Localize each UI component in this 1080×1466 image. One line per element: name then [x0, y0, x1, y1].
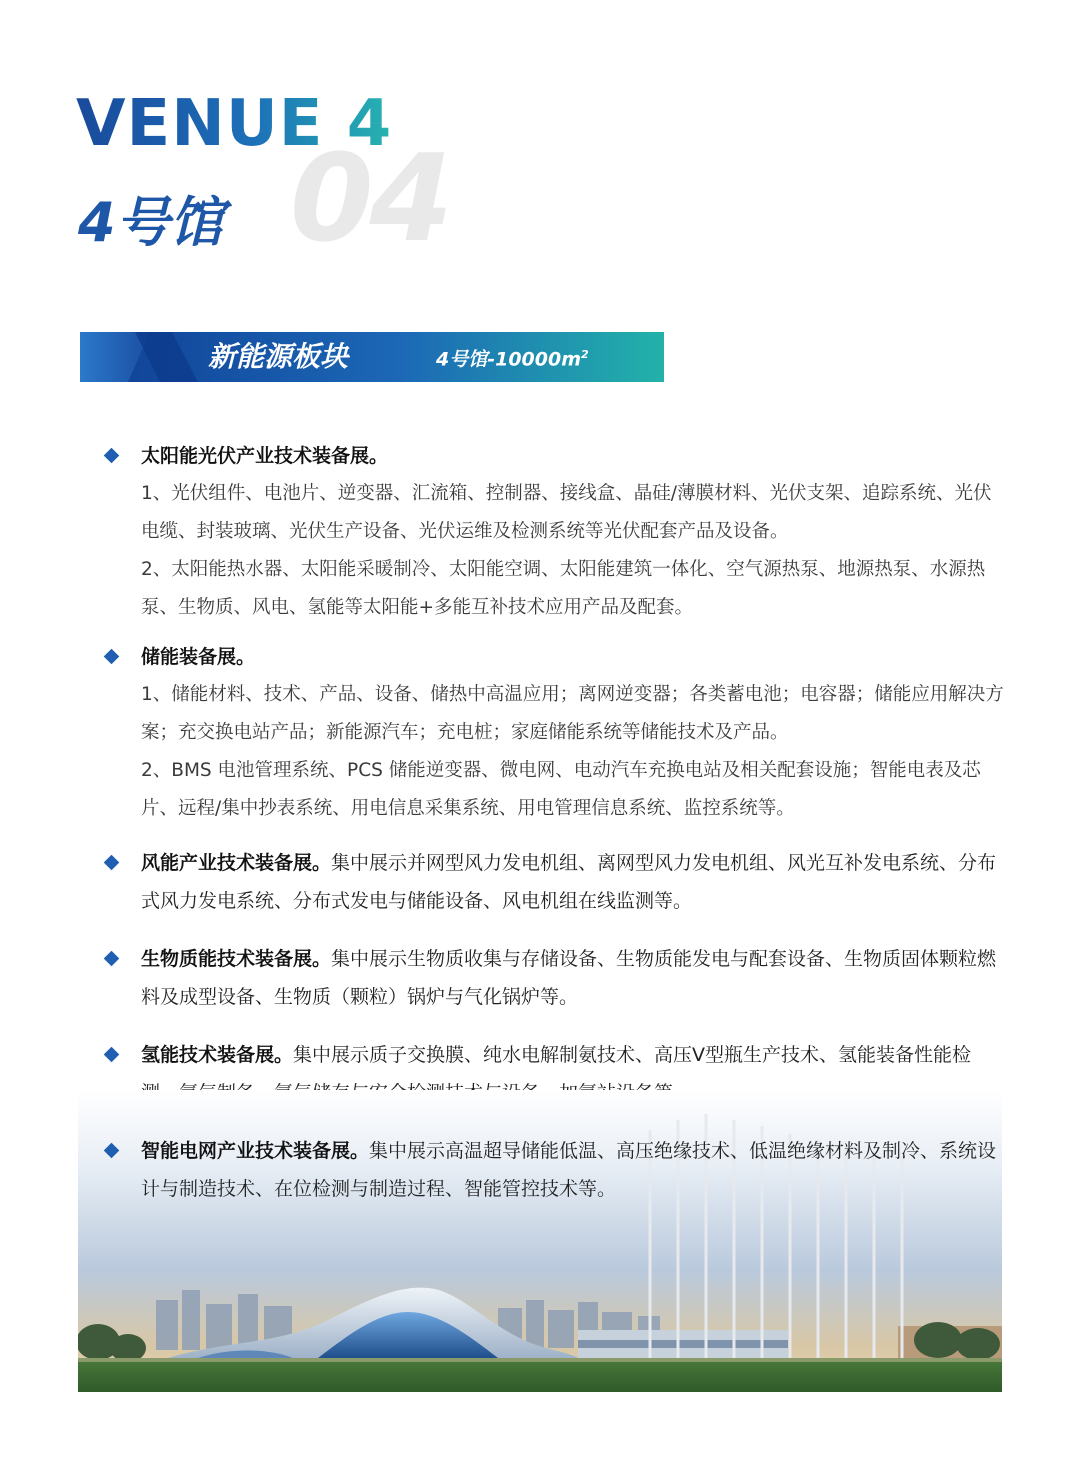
section-heading: 氢能技术装备展。集中展示质子交换膜、纯水电解制氨技术、高压V型瓶生产技术、氢能装备性能检 [141, 1044, 972, 1066]
section-heading: 风能产业技术装备展。集中展示并网型风力发电机组、离网型风力发电机组、风光互补发电系统、分布式风力发电系统、分布式发电与储能设备、风电机组在线监测等。 [141, 852, 997, 912]
banner-area: 4号馆$-10000m^2$ [436, 348, 589, 371]
section-item: 2、太阳能热水器、太阳能采暖制冷、太阳能空调、太阳能建筑一体化、空气源热泵、地源热泵、水源热泵、生物质、风电、氢能等太阳能+多能互补技术应用产品及配套。 [141, 559, 986, 618]
section-wind [104, 844, 1004, 920]
section-heading: 智能电网产业技术装备展。集中展示高温超导储能低温、高压绝缘技术、低温绝缘材料及制冷、系统设计与制造技术、在位检测与制造过程、智能管控技术等。 [141, 1140, 997, 1200]
diamond-bullet-icon [104, 1047, 120, 1063]
diamond-bullet-icon [104, 951, 120, 967]
section-heading: 储能装备展。 [141, 646, 256, 668]
hall-title: 4号馆 [78, 191, 224, 254]
hall-number-watermark: 04 [290, 130, 449, 269]
section-heading: 生物质能技术装备展。集中展示生物质收集与存储设备、生物质能发电与配套设备、生物质固体颗粒燃料及成型设备、生物质（颗粒）锅炉与气化锅炉等。 [141, 948, 997, 1008]
section-smart-grid [104, 1132, 1004, 1208]
section-item: 1、储能材料、技术、产品、设备、储热中高温应用；离网逆变器；各类蓄电池；电容器；储能应用解决方案；充交换电站产品；新能源汽车；充电桩；家庭储能系统等储能技术及产品。 [141, 684, 1004, 743]
section-energy-storage [104, 638, 1004, 828]
section-biomass [104, 940, 1004, 1016]
diamond-bullet-icon [104, 448, 120, 464]
diamond-bullet-icon [104, 1143, 120, 1159]
venue-title: VENUE 4 [76, 87, 393, 161]
banner-title: 新能源板块 [208, 340, 349, 373]
section-item: 1、光伏组件、电池片、逆变器、汇流箱、控制器、接线盒、晶硅/薄膜材料、光伏支架、追踪系统、光伏电缆、封装玻璃、光伏生产设备、光伏运维及检测系统等光伏配套产品及设备。 [141, 483, 992, 542]
section-solar-pv [104, 437, 1004, 627]
section-banner [80, 332, 664, 382]
diamond-bullet-icon [104, 649, 120, 665]
diamond-bullet-icon [104, 855, 120, 871]
section-item: 2、BMS 电池管理系统、PCS 储能逆变器、微电网、电动汽车充换电站及相关配套设施；智能电表及芯片、远程/集中抄表系统、用电信息采集系统、用电管理信息系统、监控系统等。 [141, 760, 981, 819]
section-heading: 太阳能光伏产业技术装备展。 [141, 445, 389, 467]
